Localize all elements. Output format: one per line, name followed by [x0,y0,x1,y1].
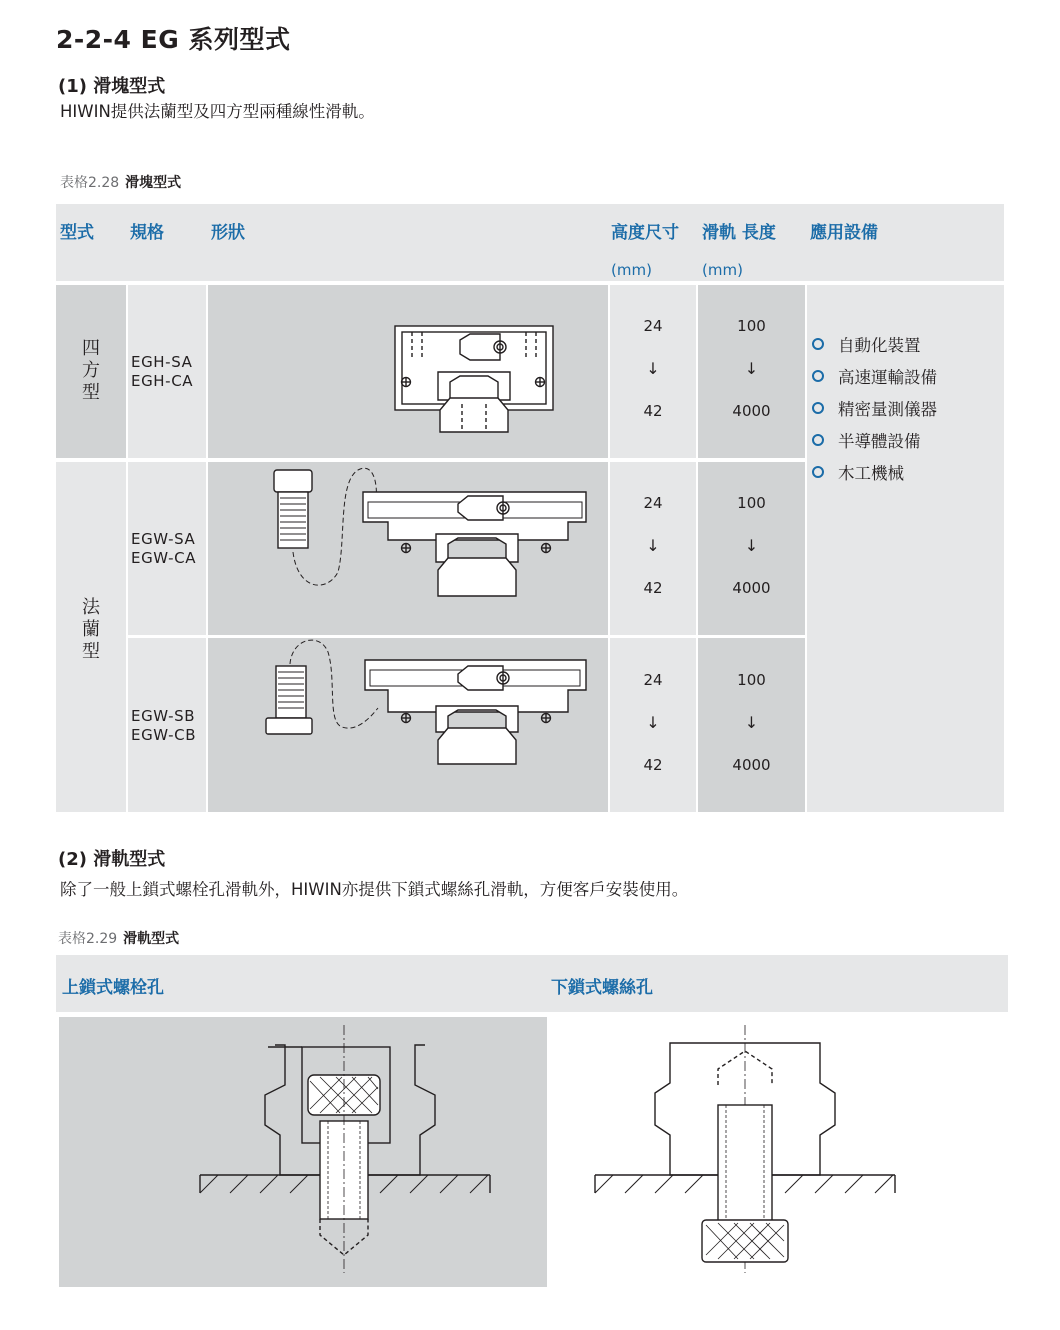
header-height: 高度尺寸 [611,223,679,243]
section2-desc: 除了一般上鎖式螺栓孔滑軌外，HIWIN亦提供下鎖式螺絲孔滑軌，方便客戶安裝使用。 [60,880,689,899]
application-list [812,328,937,488]
type-label-square: 四 方 型 [82,338,100,403]
header-top-mount: 上鎖式螺栓孔 [62,978,164,998]
section1-desc: HIWIN提供法蘭型及四方型兩種線性滑軌。 [60,102,375,121]
caption-number: 表格2.28 [60,175,120,191]
rail-table-header [56,955,1008,1012]
list-item: 自動化裝置 [812,328,937,360]
bullet-icon [812,370,824,382]
list-item: 木工機械 [812,456,937,488]
unit-length: (mm) [702,261,743,279]
height-range-1: 24 ↓ 42 [643,317,663,420]
unit-height: (mm) [611,261,652,279]
caption-title: 滑塊型式 [125,175,182,191]
type-label-flange: 法 蘭 型 [82,597,100,662]
bullet-icon [812,434,824,446]
length-range-1: 100 ↓ 4000 [732,317,771,420]
square-block-drawing [390,320,560,440]
header-shape: 形狀 [211,223,245,243]
caption-number: 表格2.29 [58,931,118,947]
header-application: 應用設備 [810,223,878,243]
section2-title: (2) 滑軌型式 [58,849,166,870]
bullet-icon [812,402,824,414]
flange-block-drawing-b [260,638,600,768]
list-item: 高速運輸設備 [812,360,937,392]
model-egw-a: EGW-SA EGW-CA [131,530,197,567]
caption-title: 滑軌型式 [123,931,180,947]
model-egw-b: EGW-SB EGW-CB [131,707,197,744]
page-title: 2-2-4 EG 系列型式 [56,25,291,54]
flange-block-drawing-a [268,462,598,602]
header-bottom-mount: 下鎖式螺絲孔 [551,978,653,998]
table-caption-2-28 [60,172,181,192]
top-mount-rail-drawing [190,1025,500,1275]
bullet-icon [812,338,824,350]
header-type: 型式 [60,223,94,243]
bullet-icon [812,466,824,478]
list-item: 精密量測儀器 [812,392,937,424]
header-spec: 規格 [130,223,164,243]
bottom-mount-rail-drawing [590,1025,900,1275]
length-range-3: 100 ↓ 4000 [732,671,771,774]
list-item: 半導體設備 [812,424,937,456]
section1-title: (1) 滑塊型式 [58,76,166,97]
length-range-2: 100 ↓ 4000 [732,494,771,597]
table-caption-2-29 [58,928,179,948]
header-rail-length: 滑軌 長度 [702,223,776,243]
model-egh: EGH-SA EGH-CA [131,353,194,390]
height-range-2: 24 ↓ 42 [643,494,663,597]
height-range-3: 24 ↓ 42 [643,671,663,774]
